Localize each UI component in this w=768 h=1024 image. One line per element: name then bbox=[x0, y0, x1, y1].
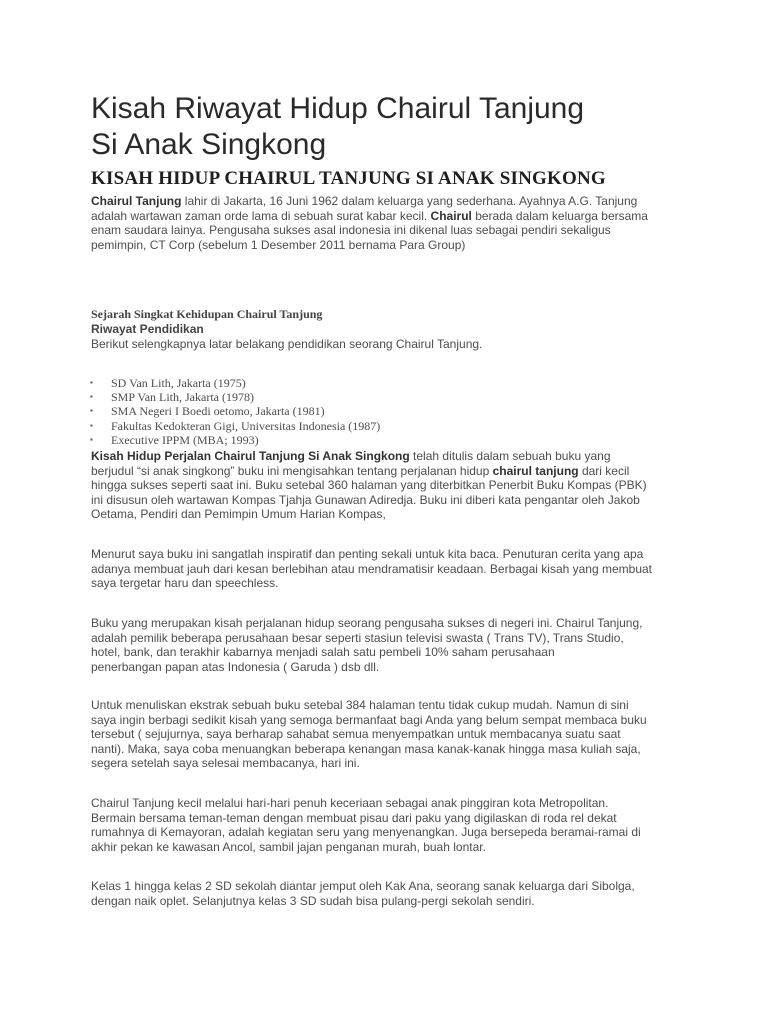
bold-text: Chairul bbox=[430, 208, 472, 223]
education-item bbox=[90, 418, 381, 433]
text-run: lahir di Jakarta, 16 Juni 1962 dalam keluarga yang sederhana. Ayahnya A.G. Tanjung bbox=[181, 194, 638, 208]
text-line bbox=[91, 478, 691, 493]
text-line: Buku yang merupakan kisah perjalanan hidup seorang pengusaha sukses di negeri ini. Chairul Tanjung, bbox=[91, 616, 643, 630]
text-line: Kelas 1 hingga kelas 2 SD sekolah diantar jemput oleh Kak Ana, seorang sanak keluarga dari Sibolga, bbox=[91, 879, 635, 893]
paragraph-ekstrak bbox=[91, 698, 691, 771]
text-line: saya ingin berbagi sedikit kisah yang semoga bermanfaat bagi Anda yang belum sempat membaca buku bbox=[91, 712, 647, 727]
square-bullet-icon: ▪ bbox=[90, 420, 93, 430]
text-run: berada dalam keluarga bersama bbox=[471, 208, 648, 223]
text-line: Chairul Tanjung kecil melalui hari-hari penuh keceriaan sebagai anak pinggiran kota Metropolitan. bbox=[91, 796, 609, 810]
text-line: saya tergetar haru dan speechless. bbox=[91, 576, 279, 590]
education-item-label: SMA Negeri I Boedi oetomo, Jakarta (1981) bbox=[111, 404, 325, 419]
text-line: adanya membuat jauh dari kesan berlebihan atau mendramatisir keadaan. Berbagai kisah yang membuat bbox=[91, 561, 653, 576]
paragraph-masa-kecil bbox=[91, 796, 691, 854]
education-item-label: Fakultas Kedokteran Gigi, Universitas Indonesia (1987) bbox=[111, 418, 381, 433]
education-item bbox=[90, 404, 380, 419]
square-bullet-icon: ▪ bbox=[90, 406, 93, 416]
text-line: Untuk menuliskan ekstrak sebuah buku setebal 384 halaman tentu tidak cukup mudah. Namun di sini bbox=[91, 698, 629, 712]
text-run: berjudul “si anak singkong” buku ini mengisahkan tentang perjalanan hidup bbox=[91, 463, 493, 478]
book-paragraph bbox=[91, 449, 691, 522]
education-item bbox=[90, 432, 380, 447]
text-line bbox=[91, 507, 691, 522]
education-lead: Berikut selengkapnya latar belakang pendidikan seorang Chairul Tanjung. bbox=[91, 337, 483, 351]
bold-text: Kisah Hidup Perjalan Chairul Tanjung Si Anak Singkong bbox=[91, 449, 410, 463]
square-bullet-icon: ▪ bbox=[90, 378, 93, 387]
section-subheading: Riwayat Pendidikan bbox=[91, 322, 204, 336]
text-line bbox=[91, 449, 691, 464]
text-line: adalah pemilik beberapa perusahaan besar seperti stasiun televisi swasta ( Trans TV), Trans Studio, bbox=[91, 630, 624, 645]
intro-paragraph bbox=[91, 194, 691, 252]
square-bullet-icon: ▪ bbox=[90, 434, 93, 444]
square-bullet-icon: ▪ bbox=[90, 392, 93, 402]
text-line bbox=[91, 493, 691, 508]
text-run: hingga sukses seperti saat ini. Buku setebal 360 halaman yang diterbitkan Penerbit Buku Kompas (PBK) bbox=[91, 478, 647, 492]
text-line bbox=[91, 223, 691, 238]
text-line: Menurut saya buku ini sangatlah inspiratif dan penting sekali untuk kita baca. Penuturan cerita yang apa bbox=[91, 547, 644, 561]
education-item bbox=[90, 376, 380, 390]
text-run: ini disusun oleh wartawan Kompas Tjahja Gunawan Adiredja. Buku ini diberi kata pengantar oleh Jakob bbox=[91, 492, 640, 507]
paragraph-inspiratif bbox=[91, 547, 691, 591]
text-line bbox=[91, 194, 691, 209]
text-run: dari kecil bbox=[578, 463, 630, 478]
text-run: adalah wartawan zaman orde lama di sebuah surat kabar kecil. bbox=[91, 208, 431, 223]
education-item-label: SD Van Lith, Jakarta (1975) bbox=[111, 376, 246, 390]
text-line bbox=[91, 209, 691, 224]
bold-text: Chairul Tanjung bbox=[91, 194, 182, 208]
text-line: nanti). Maka, saya coba menuangkan beberapa kenangan masa kanak-kanak hingga masa kuliah saja, bbox=[91, 741, 641, 756]
paragraph-sekolah bbox=[91, 879, 691, 908]
paragraph-pengusaha bbox=[91, 616, 691, 674]
text-line: penerbangan papan atas Indonesia ( Garuda ) dsb dll. bbox=[91, 659, 380, 674]
text-line: tersebut ( sejujurnya, saya berharap sahabat semua menyempatkan untuk membacanya suatu saat bbox=[91, 727, 621, 741]
page-title bbox=[91, 91, 584, 163]
text-line bbox=[91, 464, 691, 479]
text-line: dengan naik oplet. Selanjutnya kelas 3 SD sudah bisa pulang-pergi sekolah sendiri. bbox=[91, 893, 535, 908]
education-item-label: SMP Van Lith, Jakarta (1978) bbox=[111, 390, 254, 405]
education-list bbox=[90, 376, 381, 447]
text-run: telah ditulis dalam sebuah buku yang bbox=[409, 449, 611, 463]
bold-text: chairul tanjung bbox=[492, 463, 579, 478]
text-run: pemimpin, CT Corp (sebelum 1 Desember 2011 bernama Para Group) bbox=[91, 237, 466, 252]
education-item-label: Executive IPPM (MBA; 1993) bbox=[111, 432, 259, 447]
text-line: Bermain bersama teman-teman dengan membuat pisau dari paku yang digilaskan di roda rel dekat bbox=[91, 810, 617, 825]
text-line: hotel, bank, dan terakhir kabarnya menjadi salah satu pembeli 10% saham perusahaan bbox=[91, 645, 555, 659]
text-line bbox=[91, 238, 691, 253]
text-line: segera setelah saya selesai membacanya, hari ini. bbox=[91, 756, 360, 770]
text-run: enam saudara lainya. Pengusaha sukses asal indonesia ini dikenal luas sebagai pendiri sekaligus bbox=[91, 223, 611, 237]
document-subtitle: KISAH HIDUP CHAIRUL TANJUNG SI ANAK SINGKONG bbox=[91, 168, 606, 189]
text-line: akhir pekan ke kawasan Ancol, sambil jajan penganan murah, buah lontar. bbox=[91, 839, 486, 854]
title-line-1: Kisah Riwayat Hidup Chairul Tanjung bbox=[91, 92, 585, 125]
section-heading: Sejarah Singkat Kehidupan Chairul Tanjung bbox=[91, 307, 323, 321]
education-item bbox=[90, 390, 380, 405]
text-run: Oetama, Pendiri dan Pemimpin Umum Harian Kompas, bbox=[91, 507, 386, 521]
text-line: rumahnya di Kemayoran, adalah kegiatan seru yang menyenangkan. Juga bersepeda beramai-ramai di bbox=[91, 825, 641, 839]
title-line-2: Si Anak Singkong bbox=[91, 128, 327, 161]
